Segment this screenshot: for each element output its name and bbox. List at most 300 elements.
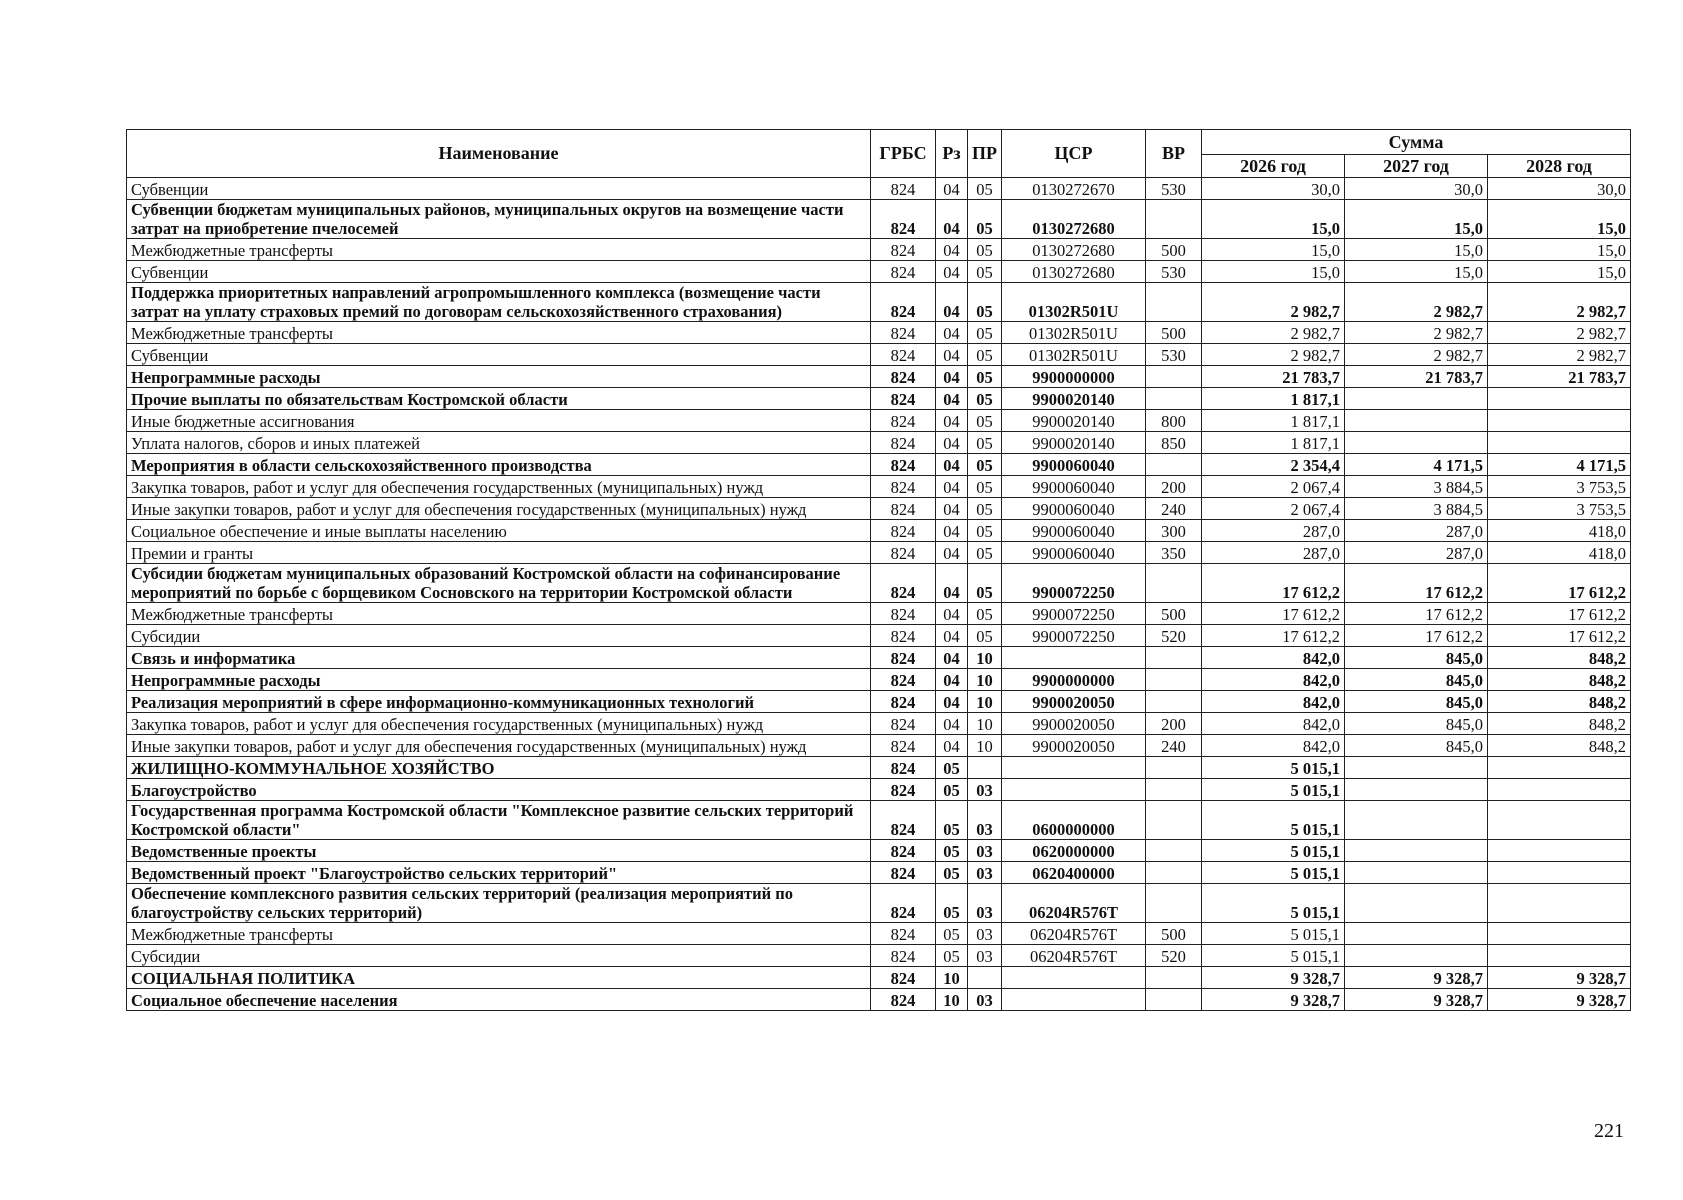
- cell-name: Обеспечение комплексного развития сельских территорий (реализация мероприятий по благоустройству сельских территорий): [127, 884, 871, 923]
- cell-sum-2026: 1 817,1: [1202, 410, 1345, 432]
- cell-name: СОЦИАЛЬНАЯ ПОЛИТИКА: [127, 967, 871, 989]
- cell-vr: 530: [1146, 344, 1202, 366]
- cell-rz: 04: [936, 410, 968, 432]
- cell-grbs: 824: [871, 542, 936, 564]
- cell-rz: 10: [936, 967, 968, 989]
- cell-pr: 05: [968, 322, 1002, 344]
- cell-sum-2027: 21 783,7: [1345, 366, 1488, 388]
- cell-name: Закупка товаров, работ и услуг для обеспечения государственных (муниципальных) нужд: [127, 713, 871, 735]
- cell-vr: [1146, 757, 1202, 779]
- cell-pr: 03: [968, 989, 1002, 1011]
- cell-vr: [1146, 454, 1202, 476]
- cell-sum-2027: [1345, 757, 1488, 779]
- cell-grbs: 824: [871, 283, 936, 322]
- cell-sum-2028: 2 982,7: [1488, 322, 1631, 344]
- cell-pr: 05: [968, 410, 1002, 432]
- cell-sum-2028: 3 753,5: [1488, 476, 1631, 498]
- cell-csr: 9900000000: [1002, 366, 1146, 388]
- cell-vr: [1146, 691, 1202, 713]
- cell-csr: [1002, 779, 1146, 801]
- header-rz: Рз: [936, 130, 968, 178]
- cell-pr: 05: [968, 261, 1002, 283]
- cell-pr: 10: [968, 669, 1002, 691]
- cell-grbs: 824: [871, 884, 936, 923]
- cell-rz: 04: [936, 647, 968, 669]
- cell-pr: 05: [968, 603, 1002, 625]
- cell-name: Субвенции: [127, 178, 871, 200]
- cell-rz: 04: [936, 178, 968, 200]
- page-number: 221: [1594, 1120, 1624, 1142]
- cell-csr: 06204R576T: [1002, 884, 1146, 923]
- cell-rz: 04: [936, 735, 968, 757]
- cell-grbs: 824: [871, 735, 936, 757]
- cell-csr: 9900020140: [1002, 410, 1146, 432]
- cell-sum-2028: 848,2: [1488, 647, 1631, 669]
- cell-pr: 10: [968, 735, 1002, 757]
- cell-rz: 04: [936, 520, 968, 542]
- cell-name: Субсидии: [127, 625, 871, 647]
- cell-name: Поддержка приоритетных направлений агропромышленного комплекса (возмещение части затрат на уплату страховых премий по договорам сельскохозяйственного страхования): [127, 283, 871, 322]
- table-row: [127, 923, 1631, 945]
- cell-sum-2027: [1345, 840, 1488, 862]
- cell-sum-2026: 5 015,1: [1202, 801, 1345, 840]
- cell-pr: 05: [968, 432, 1002, 454]
- cell-csr: [1002, 967, 1146, 989]
- cell-rz: 04: [936, 476, 968, 498]
- cell-csr: 9900020050: [1002, 691, 1146, 713]
- cell-sum-2028: 17 612,2: [1488, 625, 1631, 647]
- cell-sum-2027: [1345, 410, 1488, 432]
- table-row: [127, 713, 1631, 735]
- cell-vr: [1146, 283, 1202, 322]
- cell-sum-2027: 3 884,5: [1345, 476, 1488, 498]
- cell-sum-2027: [1345, 945, 1488, 967]
- cell-vr: 850: [1146, 432, 1202, 454]
- table-row: [127, 283, 1631, 322]
- cell-csr: 01302R501U: [1002, 322, 1146, 344]
- cell-sum-2026: 5 015,1: [1202, 884, 1345, 923]
- cell-rz: 04: [936, 454, 968, 476]
- cell-vr: [1146, 388, 1202, 410]
- cell-vr: 530: [1146, 261, 1202, 283]
- table-row: [127, 603, 1631, 625]
- cell-csr: 01302R501U: [1002, 344, 1146, 366]
- cell-sum-2026: 2 067,4: [1202, 498, 1345, 520]
- cell-sum-2026: 15,0: [1202, 261, 1345, 283]
- cell-sum-2028: [1488, 432, 1631, 454]
- cell-sum-2028: [1488, 801, 1631, 840]
- cell-vr: [1146, 647, 1202, 669]
- header-name: Наименование: [127, 130, 871, 178]
- cell-grbs: 824: [871, 945, 936, 967]
- cell-sum-2028: 9 328,7: [1488, 967, 1631, 989]
- cell-sum-2026: 9 328,7: [1202, 967, 1345, 989]
- cell-csr: 9900060040: [1002, 498, 1146, 520]
- cell-sum-2027: [1345, 801, 1488, 840]
- cell-sum-2028: 3 753,5: [1488, 498, 1631, 520]
- cell-csr: 0130272680: [1002, 239, 1146, 261]
- cell-csr: [1002, 989, 1146, 1011]
- cell-sum-2027: [1345, 779, 1488, 801]
- header-year-2027: 2027 год: [1345, 155, 1488, 178]
- cell-csr: 9900000000: [1002, 669, 1146, 691]
- cell-grbs: 824: [871, 261, 936, 283]
- cell-sum-2028: 848,2: [1488, 735, 1631, 757]
- cell-sum-2028: 30,0: [1488, 178, 1631, 200]
- cell-csr: 9900072250: [1002, 625, 1146, 647]
- cell-vr: [1146, 200, 1202, 239]
- cell-name: Субсидии бюджетам муниципальных образований Костромской области на софинансирование мероприятий по борьбе с борщевиком Сосновского на территории Костромской области: [127, 564, 871, 603]
- table-row: [127, 691, 1631, 713]
- cell-grbs: 824: [871, 669, 936, 691]
- cell-name: Ведомственные проекты: [127, 840, 871, 862]
- table-body: [127, 178, 1631, 1011]
- cell-csr: 9900020050: [1002, 713, 1146, 735]
- cell-sum-2026: 5 015,1: [1202, 779, 1345, 801]
- cell-sum-2026: 287,0: [1202, 520, 1345, 542]
- header-vr: ВР: [1146, 130, 1202, 178]
- cell-grbs: 824: [871, 366, 936, 388]
- cell-rz: 04: [936, 542, 968, 564]
- cell-grbs: 824: [871, 520, 936, 542]
- cell-pr: 03: [968, 801, 1002, 840]
- cell-sum-2026: 5 015,1: [1202, 840, 1345, 862]
- cell-grbs: 824: [871, 967, 936, 989]
- table-row: [127, 779, 1631, 801]
- table-row: [127, 564, 1631, 603]
- cell-grbs: 824: [871, 388, 936, 410]
- cell-rz: 10: [936, 989, 968, 1011]
- cell-grbs: 824: [871, 647, 936, 669]
- cell-name: Мероприятия в области сельскохозяйственного производства: [127, 454, 871, 476]
- cell-sum-2028: 9 328,7: [1488, 989, 1631, 1011]
- cell-rz: 05: [936, 923, 968, 945]
- cell-vr: [1146, 564, 1202, 603]
- header-csr: ЦСР: [1002, 130, 1146, 178]
- cell-name: Субсидии: [127, 945, 871, 967]
- cell-name: Межбюджетные трансферты: [127, 603, 871, 625]
- cell-sum-2028: 4 171,5: [1488, 454, 1631, 476]
- cell-rz: 04: [936, 625, 968, 647]
- cell-pr: 10: [968, 647, 1002, 669]
- cell-grbs: 824: [871, 344, 936, 366]
- cell-csr: 9900072250: [1002, 603, 1146, 625]
- cell-csr: 0620400000: [1002, 862, 1146, 884]
- table-row: [127, 344, 1631, 366]
- cell-name: Межбюджетные трансферты: [127, 322, 871, 344]
- cell-grbs: 824: [871, 625, 936, 647]
- cell-sum-2027: [1345, 432, 1488, 454]
- cell-name: ЖИЛИЩНО-КОММУНАЛЬНОЕ ХОЗЯЙСТВО: [127, 757, 871, 779]
- cell-name: Закупка товаров, работ и услуг для обеспечения государственных (муниципальных) нужд: [127, 476, 871, 498]
- cell-vr: [1146, 669, 1202, 691]
- cell-vr: 500: [1146, 603, 1202, 625]
- cell-csr: 9900060040: [1002, 476, 1146, 498]
- cell-name: Благоустройство: [127, 779, 871, 801]
- cell-rz: 04: [936, 239, 968, 261]
- cell-name: Субвенции: [127, 344, 871, 366]
- cell-rz: 05: [936, 945, 968, 967]
- table-row: [127, 647, 1631, 669]
- table-header: [127, 130, 1631, 178]
- cell-grbs: 824: [871, 322, 936, 344]
- cell-name: Прочие выплаты по обязательствам Костромской области: [127, 388, 871, 410]
- cell-sum-2027: [1345, 884, 1488, 923]
- cell-grbs: 824: [871, 691, 936, 713]
- cell-pr: 05: [968, 388, 1002, 410]
- table-row: [127, 239, 1631, 261]
- cell-rz: 05: [936, 884, 968, 923]
- cell-sum-2026: 15,0: [1202, 239, 1345, 261]
- cell-rz: 05: [936, 801, 968, 840]
- cell-sum-2028: 21 783,7: [1488, 366, 1631, 388]
- table-row: [127, 862, 1631, 884]
- cell-sum-2027: 17 612,2: [1345, 625, 1488, 647]
- cell-rz: 04: [936, 366, 968, 388]
- cell-grbs: 824: [871, 239, 936, 261]
- cell-pr: 03: [968, 840, 1002, 862]
- cell-grbs: 824: [871, 178, 936, 200]
- cell-pr: 05: [968, 200, 1002, 239]
- cell-pr: 05: [968, 239, 1002, 261]
- cell-pr: [968, 967, 1002, 989]
- cell-sum-2027: 2 982,7: [1345, 344, 1488, 366]
- cell-csr: 9900060040: [1002, 520, 1146, 542]
- cell-grbs: 824: [871, 840, 936, 862]
- cell-vr: [1146, 840, 1202, 862]
- cell-sum-2028: [1488, 945, 1631, 967]
- budget-table: [126, 129, 1631, 1011]
- cell-pr: 03: [968, 779, 1002, 801]
- table-row: [127, 476, 1631, 498]
- cell-sum-2026: 5 015,1: [1202, 862, 1345, 884]
- cell-pr: 05: [968, 476, 1002, 498]
- cell-rz: 05: [936, 840, 968, 862]
- cell-pr: 03: [968, 862, 1002, 884]
- cell-csr: 9900020140: [1002, 432, 1146, 454]
- cell-sum-2026: 842,0: [1202, 647, 1345, 669]
- cell-sum-2027: 15,0: [1345, 239, 1488, 261]
- cell-vr: 240: [1146, 735, 1202, 757]
- cell-sum-2027: 30,0: [1345, 178, 1488, 200]
- cell-vr: [1146, 366, 1202, 388]
- cell-name: Межбюджетные трансферты: [127, 239, 871, 261]
- cell-grbs: 824: [871, 564, 936, 603]
- cell-sum-2027: 287,0: [1345, 542, 1488, 564]
- cell-sum-2026: 2 982,7: [1202, 283, 1345, 322]
- cell-sum-2027: 845,0: [1345, 647, 1488, 669]
- cell-sum-2028: 15,0: [1488, 261, 1631, 283]
- cell-sum-2028: 418,0: [1488, 542, 1631, 564]
- cell-csr: [1002, 757, 1146, 779]
- cell-csr: 0130272680: [1002, 200, 1146, 239]
- cell-sum-2026: 5 015,1: [1202, 923, 1345, 945]
- cell-grbs: 824: [871, 432, 936, 454]
- cell-name: Ведомственный проект "Благоустройство сельских территорий": [127, 862, 871, 884]
- cell-sum-2026: 15,0: [1202, 200, 1345, 239]
- cell-name: Иные закупки товаров, работ и услуг для обеспечения государственных (муниципальных) нужд: [127, 498, 871, 520]
- table-row: [127, 967, 1631, 989]
- cell-sum-2026: 842,0: [1202, 735, 1345, 757]
- table-row: [127, 801, 1631, 840]
- table-row: [127, 945, 1631, 967]
- table-row: [127, 200, 1631, 239]
- cell-grbs: 824: [871, 923, 936, 945]
- cell-csr: 01302R501U: [1002, 283, 1146, 322]
- cell-sum-2028: 2 982,7: [1488, 283, 1631, 322]
- cell-rz: 04: [936, 344, 968, 366]
- cell-rz: 04: [936, 498, 968, 520]
- cell-name: Непрограммные расходы: [127, 366, 871, 388]
- cell-sum-2026: 17 612,2: [1202, 625, 1345, 647]
- cell-grbs: 824: [871, 200, 936, 239]
- cell-pr: 05: [968, 366, 1002, 388]
- cell-sum-2028: 848,2: [1488, 713, 1631, 735]
- cell-vr: 500: [1146, 923, 1202, 945]
- cell-csr: 9900060040: [1002, 454, 1146, 476]
- cell-rz: 05: [936, 862, 968, 884]
- cell-vr: [1146, 989, 1202, 1011]
- cell-name: Иные бюджетные ассигнования: [127, 410, 871, 432]
- cell-csr: 06204R576T: [1002, 923, 1146, 945]
- table-row: [127, 542, 1631, 564]
- cell-rz: 05: [936, 779, 968, 801]
- cell-rz: 04: [936, 261, 968, 283]
- cell-csr: 0600000000: [1002, 801, 1146, 840]
- cell-vr: 300: [1146, 520, 1202, 542]
- table-row: [127, 669, 1631, 691]
- cell-pr: [968, 757, 1002, 779]
- cell-rz: 04: [936, 691, 968, 713]
- cell-sum-2027: 845,0: [1345, 669, 1488, 691]
- cell-sum-2028: [1488, 862, 1631, 884]
- cell-sum-2028: [1488, 757, 1631, 779]
- cell-sum-2026: 2 982,7: [1202, 322, 1345, 344]
- cell-sum-2027: 15,0: [1345, 261, 1488, 283]
- cell-sum-2028: [1488, 779, 1631, 801]
- cell-sum-2026: 5 015,1: [1202, 757, 1345, 779]
- cell-sum-2026: 842,0: [1202, 669, 1345, 691]
- cell-rz: 04: [936, 200, 968, 239]
- cell-sum-2026: 1 817,1: [1202, 432, 1345, 454]
- cell-csr: [1002, 647, 1146, 669]
- cell-sum-2028: [1488, 923, 1631, 945]
- cell-sum-2028: 418,0: [1488, 520, 1631, 542]
- table-row: [127, 432, 1631, 454]
- cell-sum-2028: [1488, 840, 1631, 862]
- cell-pr: 05: [968, 520, 1002, 542]
- cell-vr: [1146, 884, 1202, 923]
- cell-sum-2026: 2 067,4: [1202, 476, 1345, 498]
- cell-sum-2027: 287,0: [1345, 520, 1488, 542]
- cell-pr: 10: [968, 713, 1002, 735]
- table-row: [127, 498, 1631, 520]
- header-grbs: ГРБС: [871, 130, 936, 178]
- cell-csr: 0620000000: [1002, 840, 1146, 862]
- cell-sum-2027: 2 982,7: [1345, 322, 1488, 344]
- table-row: [127, 625, 1631, 647]
- cell-vr: [1146, 779, 1202, 801]
- cell-sum-2027: 845,0: [1345, 735, 1488, 757]
- cell-rz: 04: [936, 322, 968, 344]
- cell-vr: 240: [1146, 498, 1202, 520]
- cell-csr: 06204R576T: [1002, 945, 1146, 967]
- cell-sum-2028: 848,2: [1488, 691, 1631, 713]
- cell-sum-2027: 3 884,5: [1345, 498, 1488, 520]
- cell-vr: 530: [1146, 178, 1202, 200]
- table-row: [127, 735, 1631, 757]
- cell-grbs: 824: [871, 476, 936, 498]
- cell-name: Иные закупки товаров, работ и услуг для обеспечения государственных (муниципальных) нужд: [127, 735, 871, 757]
- cell-sum-2026: 842,0: [1202, 713, 1345, 735]
- cell-sum-2026: 17 612,2: [1202, 603, 1345, 625]
- cell-vr: 200: [1146, 476, 1202, 498]
- cell-sum-2027: [1345, 923, 1488, 945]
- cell-sum-2026: 842,0: [1202, 691, 1345, 713]
- header-year-2028: 2028 год: [1488, 155, 1631, 178]
- cell-rz: 05: [936, 757, 968, 779]
- cell-name: Субвенции: [127, 261, 871, 283]
- cell-sum-2027: 17 612,2: [1345, 603, 1488, 625]
- cell-pr: 10: [968, 691, 1002, 713]
- cell-name: Социальное обеспечение населения: [127, 989, 871, 1011]
- cell-pr: 05: [968, 564, 1002, 603]
- cell-name: Непрограммные расходы: [127, 669, 871, 691]
- table-row: [127, 366, 1631, 388]
- cell-sum-2028: [1488, 884, 1631, 923]
- cell-vr: 520: [1146, 625, 1202, 647]
- cell-vr: 520: [1146, 945, 1202, 967]
- cell-vr: 500: [1146, 239, 1202, 261]
- cell-vr: 500: [1146, 322, 1202, 344]
- cell-sum-2026: 2 354,4: [1202, 454, 1345, 476]
- cell-sum-2027: 9 328,7: [1345, 989, 1488, 1011]
- cell-pr: 05: [968, 344, 1002, 366]
- cell-sum-2026: 21 783,7: [1202, 366, 1345, 388]
- table-row: [127, 178, 1631, 200]
- table-row: [127, 322, 1631, 344]
- cell-vr: 350: [1146, 542, 1202, 564]
- cell-name: Премии и гранты: [127, 542, 871, 564]
- cell-sum-2028: [1488, 388, 1631, 410]
- table-row: [127, 989, 1631, 1011]
- cell-grbs: 824: [871, 603, 936, 625]
- cell-name: Реализация мероприятий в сфере информационно-коммуникационных технологий: [127, 691, 871, 713]
- cell-vr: 800: [1146, 410, 1202, 432]
- cell-csr: 0130272670: [1002, 178, 1146, 200]
- cell-rz: 04: [936, 388, 968, 410]
- cell-sum-2028: 2 982,7: [1488, 344, 1631, 366]
- cell-sum-2028: 848,2: [1488, 669, 1631, 691]
- cell-csr: 9900020140: [1002, 388, 1146, 410]
- cell-sum-2027: 15,0: [1345, 200, 1488, 239]
- table-row: [127, 261, 1631, 283]
- cell-sum-2028: 15,0: [1488, 200, 1631, 239]
- cell-grbs: 824: [871, 801, 936, 840]
- table-row: [127, 410, 1631, 432]
- cell-pr: 05: [968, 283, 1002, 322]
- header-year-2026: 2026 год: [1202, 155, 1345, 178]
- cell-name: Уплата налогов, сборов и иных платежей: [127, 432, 871, 454]
- cell-sum-2026: 5 015,1: [1202, 945, 1345, 967]
- cell-sum-2027: 2 982,7: [1345, 283, 1488, 322]
- cell-sum-2028: [1488, 410, 1631, 432]
- cell-csr: 9900060040: [1002, 542, 1146, 564]
- cell-sum-2027: 4 171,5: [1345, 454, 1488, 476]
- cell-grbs: 824: [871, 862, 936, 884]
- cell-rz: 04: [936, 713, 968, 735]
- cell-grbs: 824: [871, 779, 936, 801]
